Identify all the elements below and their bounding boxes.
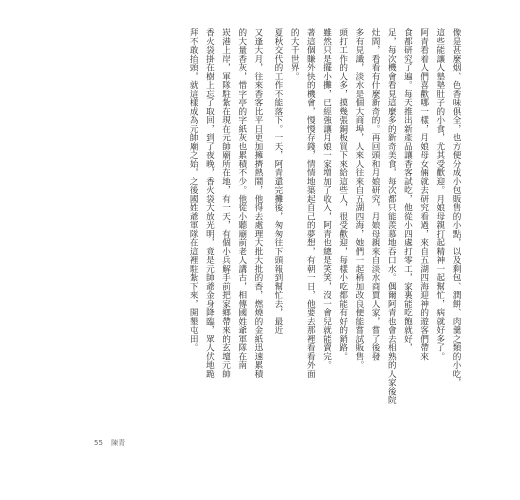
- text-column-10: 著這個賺外快的機會，慢慢存錢，情情地築起自己的夢想，有朝一日，他要去那裡看看外面: [305, 28, 316, 378]
- text-column-1: 像是甚麼烟、色香味俱全，也方便分成小包販售的小點，以及剩包、潤餅、肉羹之類的小吃，: [451, 28, 461, 387]
- text-column-8: 頭打工作的人多，摸幾張銅板買下來給這些人，很受歡迎，每樣小吃都能有好的銷路。: [337, 28, 348, 361]
- text-column-4: 食都研究了遍。每天推出新產品讓香客試吃，他從小四處打零工，家裏能吃飽就好，: [402, 28, 413, 352]
- running-head: 陳青: [111, 439, 126, 447]
- page-footer: [94, 438, 131, 448]
- text-column-7: 多有見識，淡水是個大商埠，人來人往來自五湖四海，她們一起稍加改良便能嘗試販售。: [353, 28, 364, 370]
- text-column-5: 足，每次機會看見這麼多的新奇美食，每次都只能羨慕地吞口水。偶爾阿青也會去相熟的人家後院: [386, 28, 397, 405]
- text-column-14: 的大量香灰，惜字亭的字紙灰也累積不少。他從小聽廟前老人講古，相傳國姓爺軍隊在南: [236, 28, 247, 370]
- text-column-2: 這些能讓人墊墊肚子的小食，尤其受歡迎。月娘母親打起精神一起幫忙，病就好多了。: [434, 28, 445, 361]
- text-column-13: 又逢大月，往來香客比平日更加擁擠熱鬧，他得去處理大批大批的香，燃燒的金紙迅速累積: [252, 28, 263, 378]
- text-column-6: 灶間，看看有什麼新奇的。再回頭和月娘研究，月娘母親來自淡水商賈人家，嘗了後發: [370, 28, 381, 361]
- text-column-15: 崁港上岸，軍隊駐紮在現在元帥廟所在地，有一天，有個小兵解手前把家鄉帶來的玄壇元帥: [220, 28, 231, 378]
- page-number: 55: [94, 439, 103, 447]
- text-column-12: 夏秋交代的工作不能落下。一天，阿青還完攤後，匆匆往下頭報到幫忙去，最近: [272, 28, 283, 335]
- text-column-3: 阿青看着人們喜歡哪一樣，月娘母女倆就去研究看過，來自五湖四海迎神的遊客們帶來: [418, 28, 429, 361]
- text-column-17: 拜不敢抬頭，就這樣成為元帥廟之始，之後國姓爺軍隊在這裡駐紮下來，開墾屯田。: [188, 28, 199, 352]
- text-column-16: 香火袋掛在樹上忘了取回，到了夜晚，香火袋大放光明，竟是元帥爺金身降臨，眾人伏地跪: [204, 28, 215, 378]
- text-column-11: 的大千世界。: [289, 28, 300, 81]
- text-column-9: 雖然只是擺小攤，已經強讓月娘一家增加了收入，阿青也總是笑笑，沒一會兒就能賣完。: [321, 28, 332, 370]
- body-text: [122, 28, 462, 428]
